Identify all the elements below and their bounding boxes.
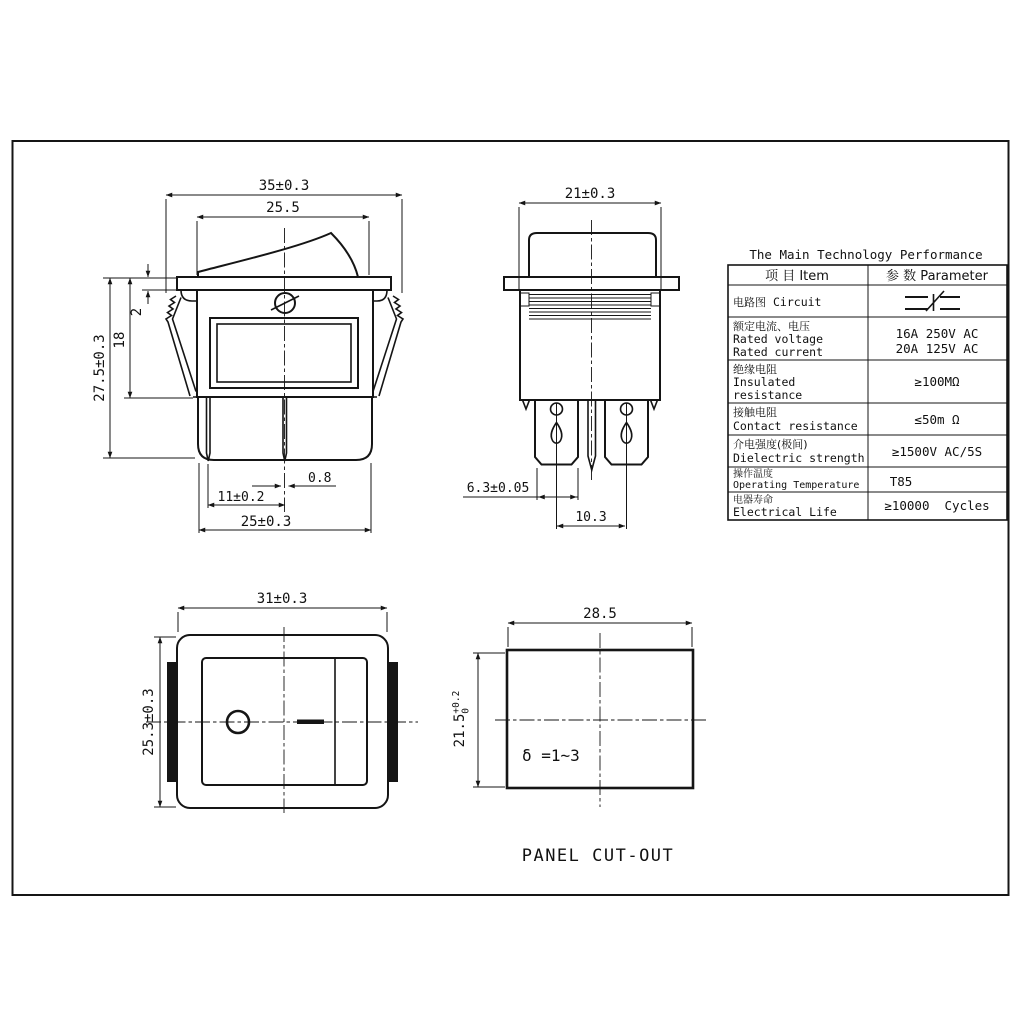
panel-thickness-note: δ =1~3 bbox=[522, 746, 580, 765]
top-view-outline bbox=[177, 635, 388, 808]
left-spring-clip bbox=[166, 296, 196, 396]
dim-cutout-height: $21.5^{+0.2}0$ bbox=[451, 690, 472, 748]
dim-cutout-width: 28.5 bbox=[583, 606, 617, 622]
row-contact-cn: 接触电阻 bbox=[733, 406, 777, 419]
row-rated-cn: 额定电流、电压 bbox=[733, 320, 810, 333]
row-circuit-cn: 电路图 bbox=[733, 296, 766, 309]
side-view bbox=[463, 186, 679, 529]
dim-flange-width: 35±0.3 bbox=[258, 178, 310, 194]
col-header-parameter: 参 数 Parameter bbox=[886, 269, 988, 284]
row-life-cn: 电器寿命 bbox=[733, 495, 773, 506]
panel-cutout-view bbox=[451, 606, 707, 866]
row-contact-val: ≤50m Ω bbox=[914, 412, 960, 427]
row-insulated-en1: Insulated bbox=[733, 375, 796, 389]
front-view bbox=[92, 178, 403, 533]
row-rated-val2: 20A 125V AC bbox=[895, 341, 979, 356]
row-temp-cn: 操作温度 bbox=[733, 469, 773, 480]
dim-total-height: 27.5±0.3 bbox=[92, 334, 108, 402]
body-side bbox=[520, 290, 660, 400]
rocker-actuator bbox=[198, 233, 358, 277]
panel-cutout-label: PANEL CUT-OUT bbox=[521, 846, 675, 866]
right-clip-anchor bbox=[373, 290, 387, 301]
cutout-centerlines bbox=[495, 633, 707, 807]
on-symbol bbox=[297, 720, 324, 725]
switch-body bbox=[197, 290, 373, 397]
row-dielectric-val: ≥1500V AC/5S bbox=[891, 444, 983, 459]
row-contact-en: Contact resistance bbox=[733, 419, 858, 433]
mounting-flange bbox=[177, 277, 391, 290]
row-insulated-val: ≥100MΩ bbox=[914, 374, 960, 389]
row-dielectric-cn: 介电强度(极间) bbox=[733, 438, 808, 451]
window-inner bbox=[217, 324, 351, 382]
front-view-dimensions bbox=[92, 178, 402, 533]
col-header-item: 项 目 Item bbox=[765, 269, 829, 284]
dim-terminal-thickness: 0.8 bbox=[308, 471, 332, 486]
dim-body-width: 25±0.3 bbox=[240, 514, 292, 530]
row-rated-en1: Rated voltage bbox=[733, 332, 824, 346]
dim-top-height: 25.3±0.3 bbox=[141, 688, 157, 756]
rib-lines bbox=[529, 295, 651, 320]
dim-flange-thickness: 2 bbox=[129, 307, 145, 317]
dim-body-height: 18 bbox=[112, 331, 128, 349]
row-insulated-en2: resistance bbox=[733, 388, 803, 402]
table-title: The Main Technology Performance bbox=[749, 247, 983, 262]
rear-housing bbox=[198, 397, 372, 460]
dim-top-width: 31±0.3 bbox=[256, 591, 308, 607]
spec-table bbox=[728, 247, 1007, 520]
row-life-val: ≥10000 Cycles bbox=[884, 498, 990, 513]
row-temp-val: T85 bbox=[889, 474, 913, 489]
dim-terminal-width: 6.3±0.05 bbox=[466, 481, 530, 496]
window-outer bbox=[210, 318, 358, 388]
circuit-symbol-icon bbox=[905, 291, 960, 311]
right-clip-bar bbox=[389, 662, 398, 782]
row-rated-en2: Rated current bbox=[733, 345, 824, 359]
row-rated-val1: 16A 250V AC bbox=[895, 326, 979, 341]
snap-feet bbox=[523, 400, 658, 409]
terminal-left bbox=[207, 397, 211, 461]
dim-rocker-width: 25.5 bbox=[266, 200, 300, 216]
right-spring-clip bbox=[373, 296, 403, 396]
row-insulated-cn: 绝缘电阻 bbox=[733, 363, 777, 376]
rocker-side bbox=[529, 233, 656, 277]
dim-lug-pitch: 10.3 bbox=[575, 510, 607, 525]
right-corner-notch bbox=[651, 293, 660, 306]
row-life-en: Electrical Life bbox=[733, 505, 837, 519]
row-circuit-en: Circuit bbox=[773, 295, 822, 309]
left-clip-bar bbox=[167, 662, 176, 782]
row-dielectric-en: Dielectric strength bbox=[733, 451, 865, 465]
side-view-dimensions bbox=[463, 186, 661, 526]
left-corner-notch bbox=[520, 293, 529, 306]
left-clip-anchor bbox=[181, 290, 197, 301]
dim-terminal-pitch: 11±0.2 bbox=[217, 490, 265, 505]
dim-side-width: 21±0.3 bbox=[564, 186, 616, 202]
row-temp-en: Operating Temperature bbox=[733, 480, 860, 491]
top-view bbox=[141, 591, 418, 813]
